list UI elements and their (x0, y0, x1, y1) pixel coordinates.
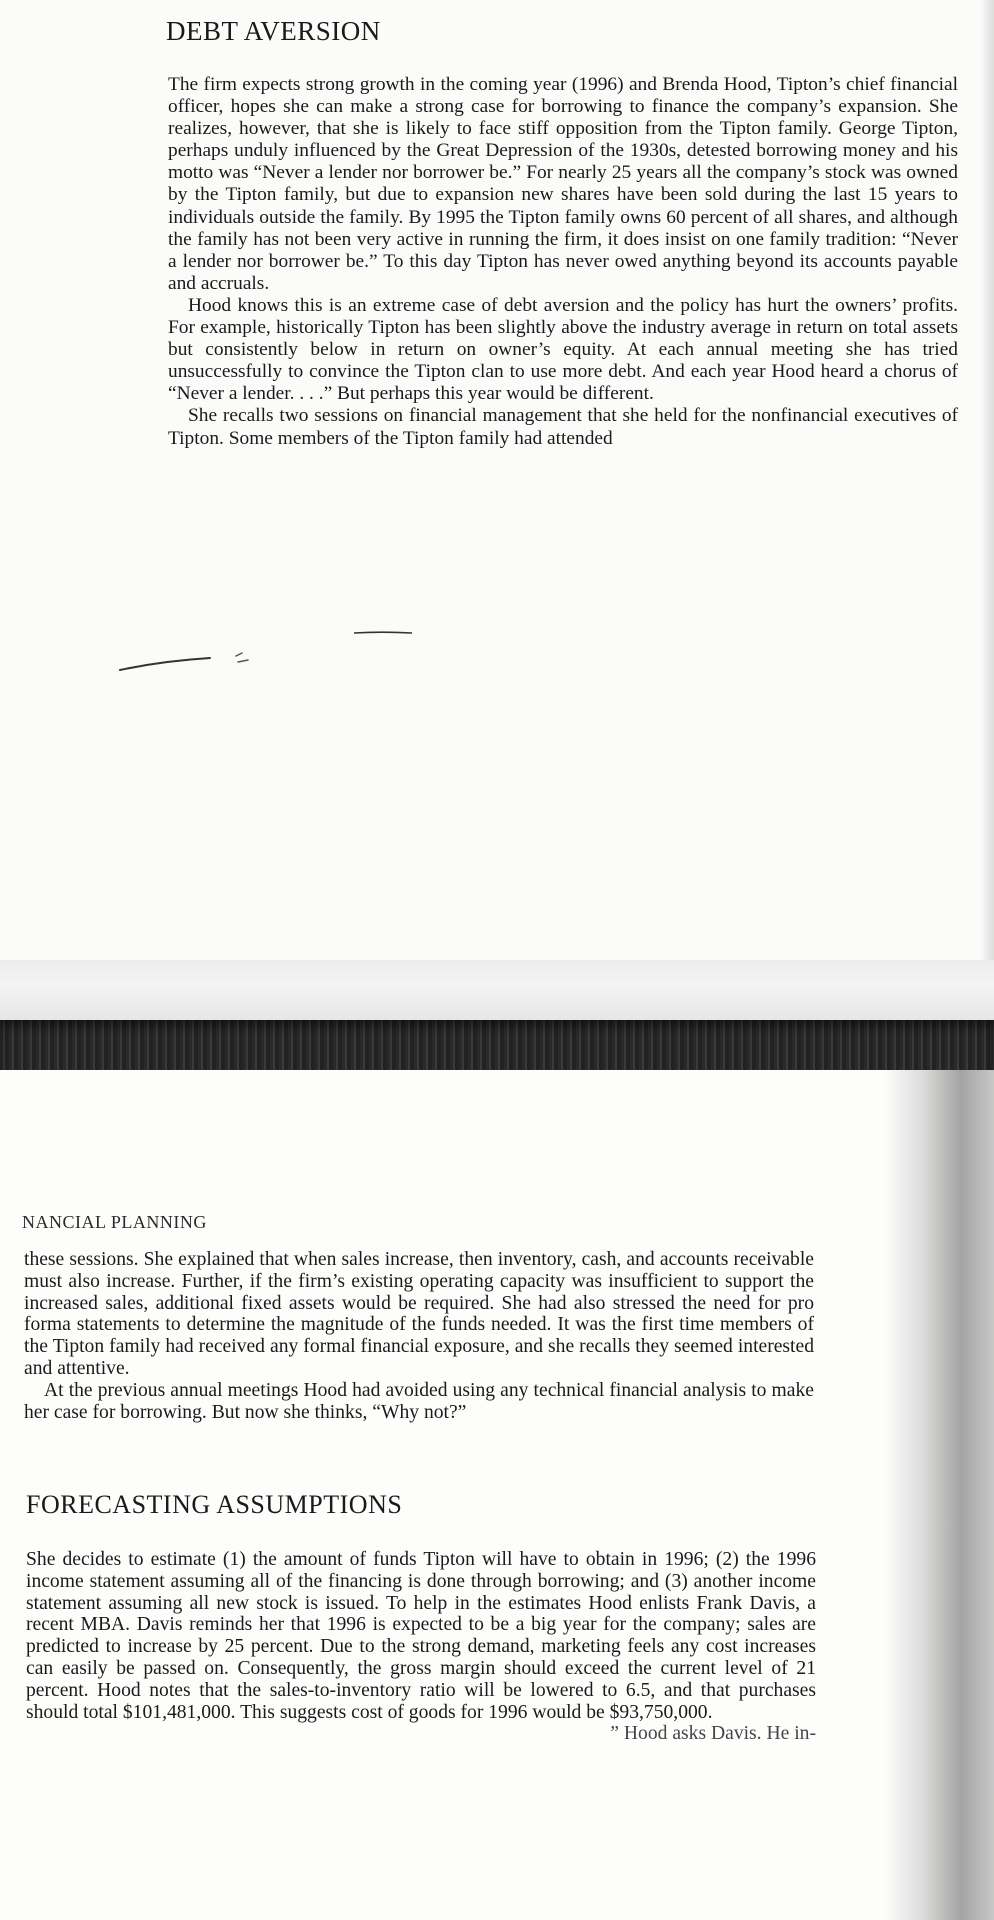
paragraph: The firm expects strong growth in the coming year (1996) and Brenda Hood, Tipton’s chief financial officer, hopes she can make a strong case for borrowing to finance the company’s expansion. She realizes, however, that she is likely to face stiff opposition from the Tipton family. George Tipton, perhaps unduly influenced by the Great Depression of the 1930s, detested borrowing money and his motto was “Never a lender nor borrower be.” For nearly 25 years all the company’s stock was owned by the Tipton family, but due to expansion new shares have been sold during the last 15 years to individuals outside the family. By 1995 the Tipton family owns 60 percent of all shares, and although the family has not been very active in running the firm, it does insist on one family tradition: “Never a lender nor borrower be.” To this day Tipton has never owed anything beyond its accounts payable and accruals. (168, 74, 958, 294)
bottom-page (0, 1070, 994, 1920)
section-heading-debt-aversion: DEBT AVERSION (166, 16, 381, 46)
bottom-page-forecast (26, 1549, 816, 1745)
running-head: NANCIAL PLANNING (22, 1212, 207, 1232)
paragraph: At the previous annual meetings Hood had avoided using any technical financial analysis to make her case for borrowing. But now she thinks, “Why not?” (24, 1379, 814, 1423)
paragraph: Hood knows this is an extreme case of debt aversion and the policy has hurt the owners’ profits. For example, historically Tipton has been slightly above the industry average in return on total assets but consistently below in return on owner’s equity. At each annual meeting she has tried unsuccessfully to convince the Tipton clan to use more debt. And each year Hood heard a chorus of “Never a lender. . . .” But perhaps this year would be different. (168, 294, 958, 405)
scan-gap (0, 960, 994, 1020)
paragraph-fragment: ” Hood asks Davis. He in- (610, 1723, 816, 1745)
paragraph: She decides to estimate (1) the amount of funds Tipton will have to obtain in 1996; (2) the 1996 income statement assuming all of the financing is done through borrowing; and (3) another income statement assuming all new stock is issued. To help in the estimates Hood enlists Frank Davis, a recent MBA. Davis reminds her that 1996 is expected to be a big year for the company; sales are predicted to increase by 25 percent. Due to the strong demand, marketing feels any cost increases can easily be passed on. Consequently, the gross margin should exceed the current level of 21 percent. Hood notes that the sales-to-inventory ratio will be lowered to 6.5, and that purchases should total $101,481,000. This suggests cost of goods for 1996 would be $93,750,000. (26, 1549, 816, 1723)
gutter-shadow (884, 1070, 994, 1920)
pen-scribble-mark (118, 646, 278, 676)
top-page-body (168, 74, 958, 450)
page-edge-shadow (980, 0, 994, 960)
bottom-page-intro (24, 1249, 814, 1423)
paragraph: She recalls two sessions on financial management that she held for the nonfinancial executives of Tipton. Some members of the Tipton family had attended (168, 405, 958, 449)
pen-underline-mark (352, 630, 414, 636)
section-heading-forecasting: FORECASTING ASSUMPTIONS (26, 1490, 403, 1519)
paragraph: these sessions. She explained that when sales increase, then inventory, cash, and accounts receivable must also increase. Further, if the firm’s existing operating capacity was insufficient to support the increased sales, additional fixed assets would be required. She had also stressed the need for pro forma statements to determine the magnitude of the funds needed. It was the first time members of the Tipton family had received any formal financial exposure, and she recalls they seemed interested and attentive. (24, 1249, 814, 1379)
